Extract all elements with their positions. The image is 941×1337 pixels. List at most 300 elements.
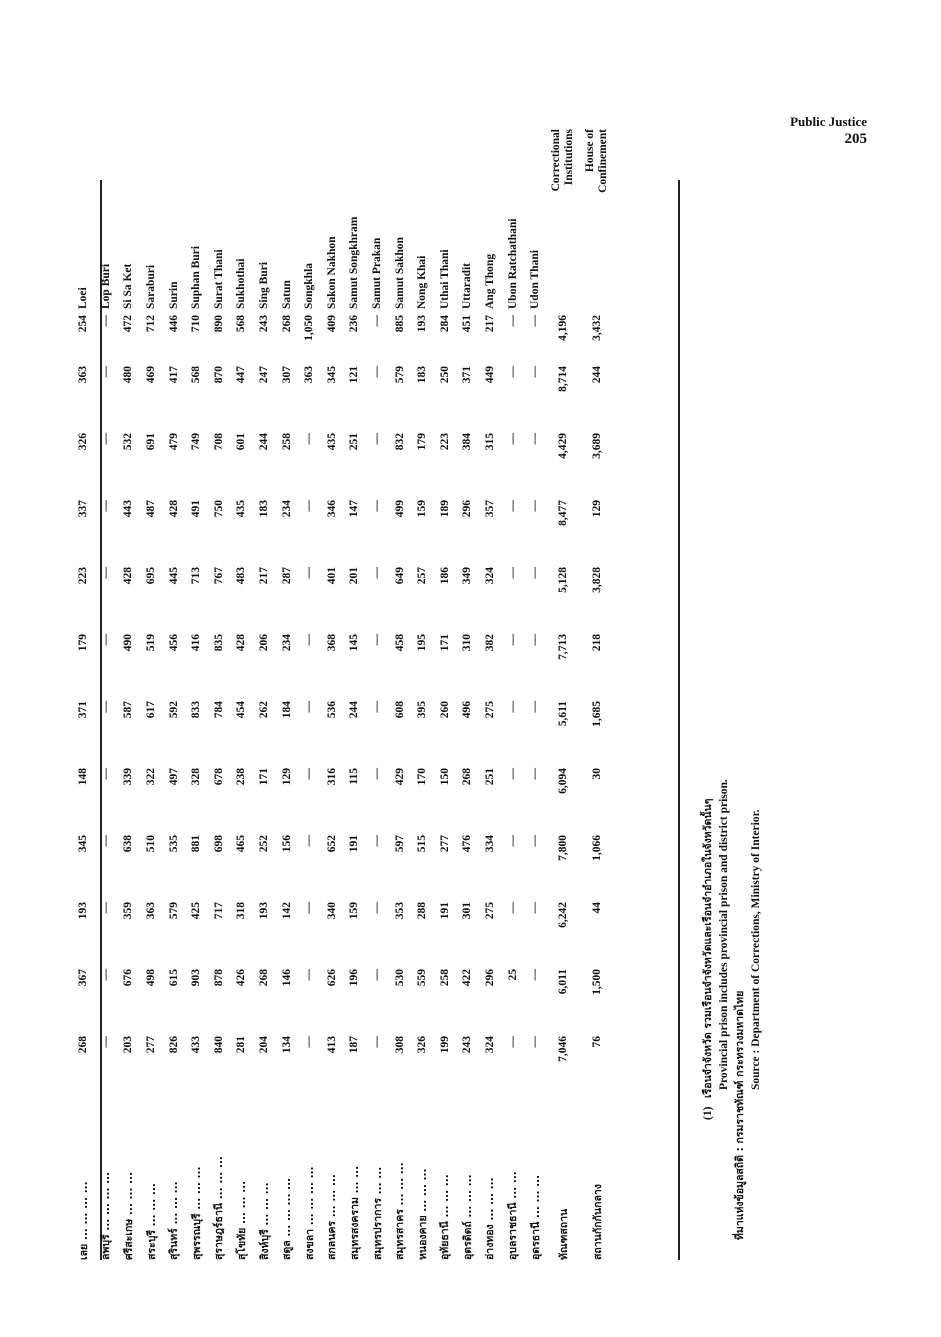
total-value-cell: 7,800: [557, 835, 570, 861]
value-cell: 247: [258, 366, 271, 384]
value-cell: —: [99, 835, 112, 847]
english-total-label: [580, 129, 614, 315]
value-cell: —: [303, 567, 316, 579]
english-province-label: Satun: [280, 280, 293, 309]
thai-province-label: สุราษฎร์ธานี ... ... ...: [213, 1156, 226, 1260]
value-cell: —: [371, 315, 384, 327]
section-title: Public Justice: [790, 114, 867, 129]
value-cell: 425: [190, 902, 203, 920]
value-cell: 328: [190, 768, 203, 786]
english-total-label-line: House of: [584, 129, 597, 173]
value-cell: —: [303, 969, 316, 981]
value-cell: 443: [122, 500, 135, 518]
value-cell: 308: [393, 1036, 406, 1054]
value-cell: 234: [280, 634, 293, 652]
value-cell: 244: [258, 433, 271, 451]
value-cell: —: [303, 1036, 316, 1048]
value-cell: 749: [190, 433, 203, 451]
english-province-label: Surin: [167, 281, 180, 309]
value-cell: 195: [416, 634, 429, 652]
english-province-label: Surat Thani: [212, 249, 225, 309]
value-cell: 301: [461, 902, 474, 920]
total-row: [546, 129, 580, 1260]
value-cell: —: [506, 701, 519, 713]
value-cell: 649: [393, 567, 406, 585]
value-cell: —: [303, 701, 316, 713]
value-cell: 615: [167, 969, 180, 987]
value-cell: —: [529, 969, 542, 981]
value-cell: —: [529, 902, 542, 914]
value-cell: 708: [212, 433, 225, 451]
total-value-cell: 3,828: [591, 567, 604, 593]
value-cell: 712: [145, 315, 158, 333]
value-cell: 497: [167, 768, 180, 786]
value-cell: 428: [167, 500, 180, 518]
thai-province-label: สระบุรี ... ... ...: [145, 1183, 158, 1260]
source-thai: ที่มาแห่งข้อมูลสถิติ : กรมราชทัณฑ์ กระทรวงมหาดไทย: [734, 990, 746, 1240]
value-cell: 784: [212, 701, 225, 719]
value-cell: 885: [393, 315, 406, 333]
value-cell: 870: [212, 366, 225, 384]
thai-total-label: สถานกักกันกลาง: [591, 1184, 604, 1260]
bottom-rule: [678, 180, 680, 1260]
value-cell: 201: [348, 567, 361, 585]
value-cell: 349: [461, 567, 474, 585]
value-cell: 435: [235, 500, 248, 518]
value-cell: 184: [280, 701, 293, 719]
value-cell: 480: [122, 366, 135, 384]
value-cell: 626: [325, 969, 338, 987]
value-cell: —: [371, 902, 384, 914]
english-province-label: Lop Buri: [99, 263, 112, 309]
value-cell: 318: [235, 902, 248, 920]
value-cell: 608: [393, 701, 406, 719]
value-cell: 832: [393, 433, 406, 451]
value-cell: 487: [145, 500, 158, 518]
value-cell: 428: [122, 567, 135, 585]
value-cell: 307: [280, 366, 293, 384]
value-cell: 363: [77, 366, 90, 384]
value-cell: 191: [348, 835, 361, 853]
value-cell: 717: [212, 902, 225, 920]
value-cell: 324: [483, 1036, 496, 1054]
value-cell: 346: [325, 500, 338, 518]
total-value-cell: 4,429: [557, 433, 570, 459]
value-cell: 193: [416, 315, 429, 333]
value-cell: 833: [190, 701, 203, 719]
value-cell: 223: [77, 567, 90, 585]
value-cell: —: [506, 567, 519, 579]
value-cell: 483: [235, 567, 248, 585]
english-province-label: Sing Buri: [258, 262, 271, 309]
value-cell: 243: [461, 1036, 474, 1054]
value-cell: 597: [393, 835, 406, 853]
footnotes: [700, 779, 764, 1240]
value-cell: 257: [416, 567, 429, 585]
value-cell: —: [303, 835, 316, 847]
table-row: [208, 129, 231, 1260]
value-cell: —: [371, 567, 384, 579]
value-cell: —: [99, 902, 112, 914]
value-cell: 587: [122, 701, 135, 719]
value-cell: 345: [77, 835, 90, 853]
table-row: [434, 129, 457, 1260]
value-cell: 359: [122, 902, 135, 920]
value-cell: —: [371, 500, 384, 512]
value-cell: 416: [190, 634, 203, 652]
value-cell: 568: [235, 315, 248, 333]
value-cell: 713: [190, 567, 203, 585]
total-value-cell: 1,685: [591, 701, 604, 727]
value-cell: 498: [145, 969, 158, 987]
value-cell: 258: [438, 969, 451, 987]
table-row: [479, 129, 502, 1260]
value-cell: 238: [235, 768, 248, 786]
value-cell: 409: [325, 315, 338, 333]
value-cell: —: [99, 433, 112, 445]
english-province-label: Nong Khai: [416, 255, 429, 309]
total-value-cell: 244: [591, 366, 604, 384]
thai-province-label: สงขลา ... ... ... ...: [303, 1166, 316, 1260]
table-row: [185, 129, 208, 1260]
value-cell: —: [506, 835, 519, 847]
value-cell: 413: [325, 1036, 338, 1054]
value-cell: 217: [483, 315, 496, 333]
value-cell: 476: [461, 835, 474, 853]
value-cell: —: [99, 1036, 112, 1048]
thai-province-label: สมุทรปราการ ... ...: [371, 1166, 384, 1260]
value-cell: —: [506, 902, 519, 914]
value-cell: —: [529, 567, 542, 579]
value-cell: 217: [258, 567, 271, 585]
thai-province-label: อุตรดิตถ์ ... ... ...: [461, 1174, 474, 1260]
value-cell: —: [99, 500, 112, 512]
value-cell: 479: [167, 433, 180, 451]
total-value-cell: 1,500: [591, 969, 604, 995]
value-cell: 310: [461, 634, 474, 652]
table-row: [501, 129, 524, 1260]
value-cell: 456: [167, 634, 180, 652]
value-cell: 288: [416, 902, 429, 920]
footnote-th: [700, 779, 716, 1120]
value-cell: 445: [167, 567, 180, 585]
value-cell: 121: [348, 366, 361, 384]
value-cell: 710: [190, 315, 203, 333]
thai-province-label: หนองคาย ... ... ...: [416, 1168, 429, 1260]
value-cell: 447: [235, 366, 248, 384]
total-value-cell: 6,242: [557, 902, 570, 928]
value-cell: 339: [122, 768, 135, 786]
value-cell: 499: [393, 500, 406, 518]
value-cell: 428: [235, 634, 248, 652]
thai-province-label: อุดรธานี ... ... ...: [529, 1174, 542, 1260]
value-cell: 147: [348, 500, 361, 518]
value-cell: 417: [167, 366, 180, 384]
table-row: [298, 129, 321, 1260]
value-cell: 268: [280, 315, 293, 333]
footnote-thai: เรือนจำจังหวัด รวมเรือนจำจังหวัดและเรือนจำอำเภอในจังหวัดนั้นๆ: [702, 798, 714, 1098]
thai-province-label: สุพรรณบุรี ... ... ...: [190, 1166, 203, 1260]
english-province-label: Saraburi: [145, 264, 158, 309]
value-cell: 903: [190, 969, 203, 987]
english-province-label: Loei: [77, 287, 90, 309]
value-cell: 449: [483, 366, 496, 384]
total-value-cell: 1,066: [591, 835, 604, 861]
value-cell: 698: [212, 835, 225, 853]
value-cell: 324: [483, 567, 496, 585]
value-cell: —: [529, 835, 542, 847]
value-cell: 223: [438, 433, 451, 451]
value-cell: —: [506, 768, 519, 780]
page-number: 205: [844, 131, 867, 147]
value-cell: 357: [483, 500, 496, 518]
value-cell: 142: [280, 902, 293, 920]
value-cell: 129: [280, 768, 293, 786]
english-province-label: Sakon Nakhon: [325, 236, 338, 309]
value-cell: 890: [212, 315, 225, 333]
thai-province-label: สุโขทัย ... ... ...: [235, 1180, 248, 1260]
table-row: [162, 129, 185, 1260]
value-cell: —: [529, 433, 542, 445]
value-cell: 296: [461, 500, 474, 518]
value-cell: —: [303, 500, 316, 512]
value-cell: 268: [258, 969, 271, 987]
english-province-label: Suphan Buri: [190, 246, 203, 309]
statistics-table: [72, 129, 614, 1260]
value-cell: —: [371, 366, 384, 378]
value-cell: —: [303, 433, 316, 445]
value-cell: 204: [258, 1036, 271, 1054]
table-row: [140, 129, 163, 1260]
english-total-label-line: Institutions: [563, 129, 576, 186]
value-cell: 159: [348, 902, 361, 920]
table-row: [366, 129, 389, 1260]
total-value-cell: 44: [591, 902, 604, 914]
thai-province-label: เลย ... ... ... ...: [77, 1181, 90, 1260]
value-cell: —: [529, 500, 542, 512]
value-cell: 601: [235, 433, 248, 451]
value-cell: 465: [235, 835, 248, 853]
value-cell: 835: [212, 634, 225, 652]
value-cell: 296: [483, 969, 496, 987]
thai-province-label: สุรินทร์ ... ... ...: [168, 1181, 181, 1260]
value-cell: 316: [325, 768, 338, 786]
value-cell: 363: [303, 366, 316, 384]
value-cell: 244: [348, 701, 361, 719]
thai-province-label: สตูล ... ... ... ...: [281, 1177, 294, 1260]
value-cell: 337: [77, 500, 90, 518]
value-cell: 145: [348, 634, 361, 652]
value-cell: 281: [235, 1036, 248, 1054]
value-cell: 322: [145, 768, 158, 786]
value-cell: 134: [280, 1036, 293, 1054]
value-cell: 592: [167, 701, 180, 719]
value-cell: 371: [77, 701, 90, 719]
value-cell: 193: [77, 902, 90, 920]
total-value-cell: 7,713: [557, 634, 570, 660]
thai-province-label: ศรีสะเกษ ... ... ...: [122, 1171, 135, 1260]
value-cell: 326: [77, 433, 90, 451]
english-province-label: Samut Sakhon: [393, 237, 406, 309]
english-province-label: Udon Thani: [529, 250, 542, 309]
value-cell: 559: [416, 969, 429, 987]
value-cell: 826: [167, 1036, 180, 1054]
value-cell: 251: [348, 433, 361, 451]
value-cell: —: [303, 634, 316, 646]
value-cell: 371: [461, 366, 474, 384]
value-cell: 183: [258, 500, 271, 518]
thai-province-label: สิงห์บุรี ... ... ...: [258, 1182, 271, 1260]
value-cell: 536: [325, 701, 338, 719]
table-row: [95, 129, 118, 1260]
value-cell: 170: [416, 768, 429, 786]
english-province-label: Uttaradit: [461, 263, 474, 309]
english-province-label: Songkhla: [303, 262, 316, 309]
value-cell: 395: [416, 701, 429, 719]
value-cell: 345: [325, 366, 338, 384]
value-cell: 277: [438, 835, 451, 853]
value-cell: 433: [190, 1036, 203, 1054]
thai-province-label: อุบลราชธานี ... ...: [507, 1171, 520, 1260]
table-row: [343, 129, 366, 1260]
value-cell: —: [371, 701, 384, 713]
value-cell: —: [99, 701, 112, 713]
total-value-cell: 76: [591, 1036, 604, 1048]
value-cell: —: [99, 315, 112, 327]
source-en: Source : Department of Corrections, Ministry of Interior.: [750, 809, 762, 1090]
total-value-cell: 6,011: [557, 969, 570, 995]
value-cell: 193: [258, 902, 271, 920]
value-cell: 196: [348, 969, 361, 987]
value-cell: 382: [483, 634, 496, 652]
english-province-label: Ang Thong: [483, 253, 496, 309]
value-cell: 1,050: [303, 315, 316, 341]
table-row: [72, 129, 95, 1260]
value-cell: 676: [122, 969, 135, 987]
value-cell: —: [506, 315, 519, 327]
value-cell: 243: [258, 315, 271, 333]
value-cell: 678: [212, 768, 225, 786]
total-value-cell: 3,689: [591, 433, 604, 459]
english-province-label: Sukhothai: [235, 258, 248, 309]
value-cell: 187: [348, 1036, 361, 1054]
total-value-cell: 8,714: [557, 366, 570, 392]
value-cell: 262: [258, 701, 271, 719]
total-value-cell: 30: [591, 768, 604, 780]
value-cell: 315: [483, 433, 496, 451]
thai-province-label: อุทัยธานี ... ... ...: [439, 1174, 452, 1260]
value-cell: 510: [145, 835, 158, 853]
table-row: [321, 129, 344, 1260]
value-cell: 258: [280, 433, 293, 451]
rotated-table-block: [60, 130, 860, 1270]
thai-province-label: สกลนคร ... ... ...: [326, 1174, 339, 1260]
value-cell: 535: [167, 835, 180, 853]
value-cell: —: [371, 1036, 384, 1048]
value-cell: 446: [167, 315, 180, 333]
value-cell: 25: [506, 969, 519, 981]
value-cell: 183: [416, 366, 429, 384]
value-cell: 206: [258, 634, 271, 652]
value-cell: 171: [438, 634, 451, 652]
thai-province-label: อ่างทอง ... ... ...: [484, 1177, 497, 1260]
value-cell: —: [371, 433, 384, 445]
footnote-marker: (1): [702, 1106, 714, 1120]
value-cell: —: [529, 315, 542, 327]
value-cell: 156: [280, 835, 293, 853]
value-cell: 186: [438, 567, 451, 585]
value-cell: 878: [212, 969, 225, 987]
value-cell: —: [529, 366, 542, 378]
value-cell: —: [371, 835, 384, 847]
thai-province-label: สมุทรสาคร ... ... ...: [394, 1162, 407, 1260]
value-cell: 326: [416, 1036, 429, 1054]
value-cell: 840: [212, 1036, 225, 1054]
value-cell: 179: [77, 634, 90, 652]
value-cell: 275: [483, 902, 496, 920]
value-cell: 252: [258, 835, 271, 853]
value-cell: 191: [438, 902, 451, 920]
value-cell: 429: [393, 768, 406, 786]
value-cell: 519: [145, 634, 158, 652]
value-cell: 490: [122, 634, 135, 652]
english-province-label: Samut Prakan: [371, 237, 384, 309]
value-cell: 515: [416, 835, 429, 853]
total-value-cell: 8,477: [557, 500, 570, 526]
value-cell: 426: [235, 969, 248, 987]
total-value-cell: 3,432: [591, 315, 604, 341]
value-cell: —: [371, 969, 384, 981]
value-cell: 568: [190, 366, 203, 384]
thai-province-label: ลพบุรี ... ... ... ...: [100, 1171, 113, 1260]
value-cell: 234: [280, 500, 293, 518]
value-cell: 353: [393, 902, 406, 920]
value-cell: 384: [461, 433, 474, 451]
value-cell: 435: [325, 433, 338, 451]
value-cell: 422: [461, 969, 474, 987]
value-cell: 767: [212, 567, 225, 585]
value-cell: 268: [77, 1036, 90, 1054]
value-cell: 530: [393, 969, 406, 987]
total-value-cell: 5,128: [557, 567, 570, 593]
value-cell: 469: [145, 366, 158, 384]
total-value-cell: 6,094: [557, 768, 570, 794]
value-cell: 260: [438, 701, 451, 719]
thai-total-label: ทัณฑสถาน: [557, 1208, 570, 1260]
value-cell: 617: [145, 701, 158, 719]
value-cell: 268: [461, 768, 474, 786]
value-cell: 254: [77, 315, 90, 333]
value-cell: 159: [416, 500, 429, 518]
value-cell: —: [99, 567, 112, 579]
value-cell: —: [506, 634, 519, 646]
value-cell: 652: [325, 835, 338, 853]
value-cell: 579: [393, 366, 406, 384]
value-cell: 277: [145, 1036, 158, 1054]
value-cell: 334: [483, 835, 496, 853]
total-value-cell: 5,611: [557, 701, 570, 727]
value-cell: 451: [461, 315, 474, 333]
value-cell: 250: [438, 366, 451, 384]
value-cell: 199: [438, 1036, 451, 1054]
total-value-cell: 7,046: [557, 1036, 570, 1062]
value-cell: —: [506, 1036, 519, 1048]
value-cell: 363: [145, 902, 158, 920]
english-total-label-line: Correctional: [550, 129, 563, 192]
english-total-label: [546, 129, 580, 315]
value-cell: —: [529, 1036, 542, 1048]
value-cell: 203: [122, 1036, 135, 1054]
